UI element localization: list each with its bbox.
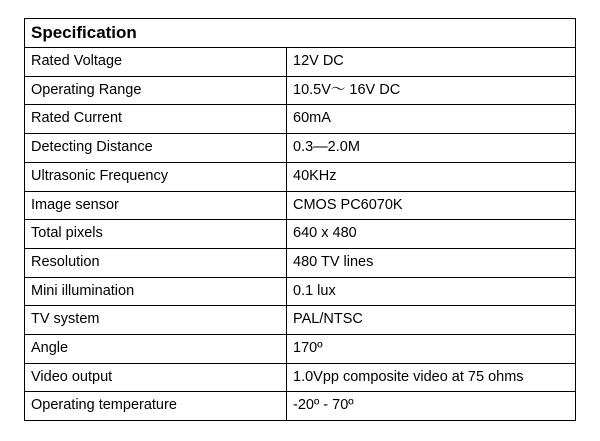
spec-value: 480 TV lines [287,248,576,277]
spec-value: -20º - 70º [287,392,576,421]
table-title: Specification [25,19,576,48]
spec-value: 640 x 480 [287,220,576,249]
spec-value: PAL/NTSC [287,306,576,335]
spec-label: Resolution [25,248,287,277]
spec-label: Rated Voltage [25,48,287,77]
spec-label: TV system [25,306,287,335]
spec-value: 0.3—2.0M [287,134,576,163]
spec-value: 1.0Vpp composite video at 75 ohms [287,363,576,392]
table-title-row [25,19,576,48]
spec-label: Video output [25,363,287,392]
table-row [25,248,576,277]
table-row [25,220,576,249]
spec-label: Ultrasonic Frequency [25,162,287,191]
table-row [25,306,576,335]
table-row [25,105,576,134]
table-row [25,335,576,364]
spec-value: 170º [287,335,576,364]
spec-label: Image sensor [25,191,287,220]
spec-value: 12V DC [287,48,576,77]
table-row [25,191,576,220]
table-row [25,162,576,191]
spec-value: 10.5V～ 16V DC [287,76,576,105]
spec-label: Rated Current [25,105,287,134]
spec-label: Total pixels [25,220,287,249]
spec-label: Mini illumination [25,277,287,306]
specification-table [24,18,576,421]
spec-value: 60mA [287,105,576,134]
table-row [25,363,576,392]
table-row [25,134,576,163]
spec-label: Angle [25,335,287,364]
table-row [25,48,576,77]
table-row [25,76,576,105]
spec-value: 40KHz [287,162,576,191]
spec-label: Operating temperature [25,392,287,421]
spec-value: 0.1 lux [287,277,576,306]
spec-label: Detecting Distance [25,134,287,163]
spec-value: CMOS PC6070K [287,191,576,220]
spec-label: Operating Range [25,76,287,105]
table-row [25,392,576,421]
table-row [25,277,576,306]
